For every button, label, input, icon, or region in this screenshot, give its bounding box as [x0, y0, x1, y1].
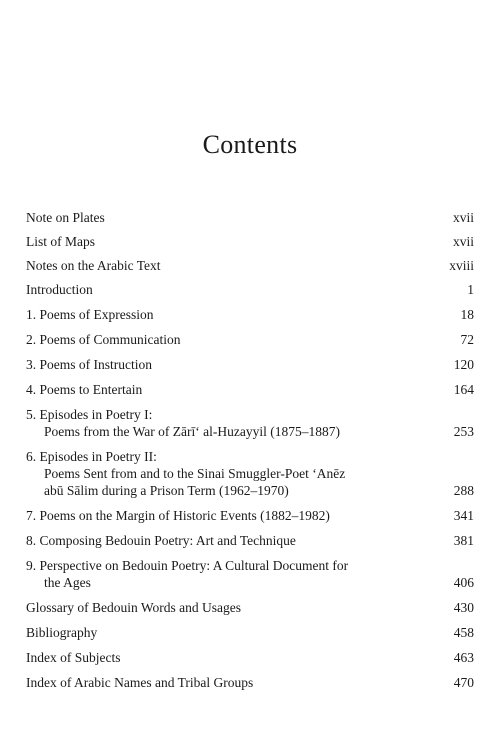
toc-entry — [26, 233, 474, 250]
toc-entry-title: 2. Poems of Communication — [26, 332, 181, 347]
toc-page-number: xvii — [452, 210, 474, 225]
toc-entry-title: Glossary of Bedouin Words and Usages — [26, 600, 242, 615]
toc-entry-title: Notes on the Arabic Text — [26, 258, 161, 273]
toc-entry — [26, 306, 474, 323]
toc-entry — [26, 331, 474, 348]
toc-page-number: 341 — [453, 508, 474, 523]
toc-entry-title: Note on Plates — [26, 210, 105, 225]
toc-entry — [26, 448, 474, 499]
toc-entry-subtitle: Poems Sent from and to the Sinai Smuggler-Poet ‘Anēz — [44, 466, 346, 481]
toc-entry-title: Bibliography — [26, 625, 98, 640]
table-of-contents — [26, 209, 474, 691]
toc-page-number: 72 — [460, 332, 474, 347]
toc-entry-subtitle: abū Sālim during a Prison Term (1962–1970) — [44, 483, 289, 498]
toc-entry-title: 3. Poems of Instruction — [26, 357, 152, 372]
toc-entry — [26, 406, 474, 440]
toc-entry-title: 8. Composing Bedouin Poetry: Art and Technique — [26, 533, 296, 548]
toc-page-number: 1 — [467, 282, 474, 297]
toc-page-number: 253 — [453, 424, 474, 439]
toc-page-number: 470 — [453, 675, 474, 690]
toc-entry — [26, 557, 474, 591]
toc-entry — [26, 209, 474, 226]
toc-page-number: 288 — [453, 483, 474, 498]
toc-entry — [26, 281, 474, 298]
toc-entry-title: 5. Episodes in Poetry I: — [26, 407, 153, 422]
toc-page-number: 463 — [453, 650, 474, 665]
toc-entry-subtitle: the Ages — [44, 575, 91, 590]
toc-entry-title: Index of Arabic Names and Tribal Groups — [26, 675, 254, 690]
toc-entry-title: 4. Poems to Entertain — [26, 382, 143, 397]
toc-entry — [26, 674, 474, 691]
toc-entry — [26, 624, 474, 641]
page-title: Contents — [202, 130, 298, 159]
toc-entry — [26, 356, 474, 373]
toc-entry — [26, 649, 474, 666]
toc-entry-title: Index of Subjects — [26, 650, 121, 665]
toc-entry-title: 6. Episodes in Poetry II: — [26, 449, 157, 464]
toc-entry-title: 1. Poems of Expression — [26, 307, 154, 322]
toc-page-number: xvii — [452, 234, 474, 249]
toc-page-number: 164 — [453, 382, 474, 397]
toc-page-number: 430 — [453, 600, 474, 615]
toc-entry — [26, 257, 474, 274]
toc-page-number: 18 — [460, 307, 474, 322]
toc-entry-title: 7. Poems on the Margin of Historic Events (1882–1982) — [26, 508, 330, 523]
toc-page-number: xviii — [449, 258, 474, 273]
toc-entry — [26, 599, 474, 616]
toc-entry-title: Introduction — [26, 282, 93, 297]
toc-page-number: 120 — [453, 357, 474, 372]
toc-page-number: 381 — [453, 533, 474, 548]
toc-entry-title: List of Maps — [26, 234, 95, 249]
toc-entry — [26, 507, 474, 524]
toc-page-number: 406 — [453, 575, 474, 590]
toc-entry-subtitle: Poems from the War of Zārī‘ al-Huzayyil (1875–1887) — [44, 424, 340, 439]
toc-entry-title: 9. Perspective on Bedouin Poetry: A Cultural Document for — [26, 558, 349, 573]
toc-entry — [26, 532, 474, 549]
toc-entry — [26, 381, 474, 398]
toc-page-number: 458 — [453, 625, 474, 640]
